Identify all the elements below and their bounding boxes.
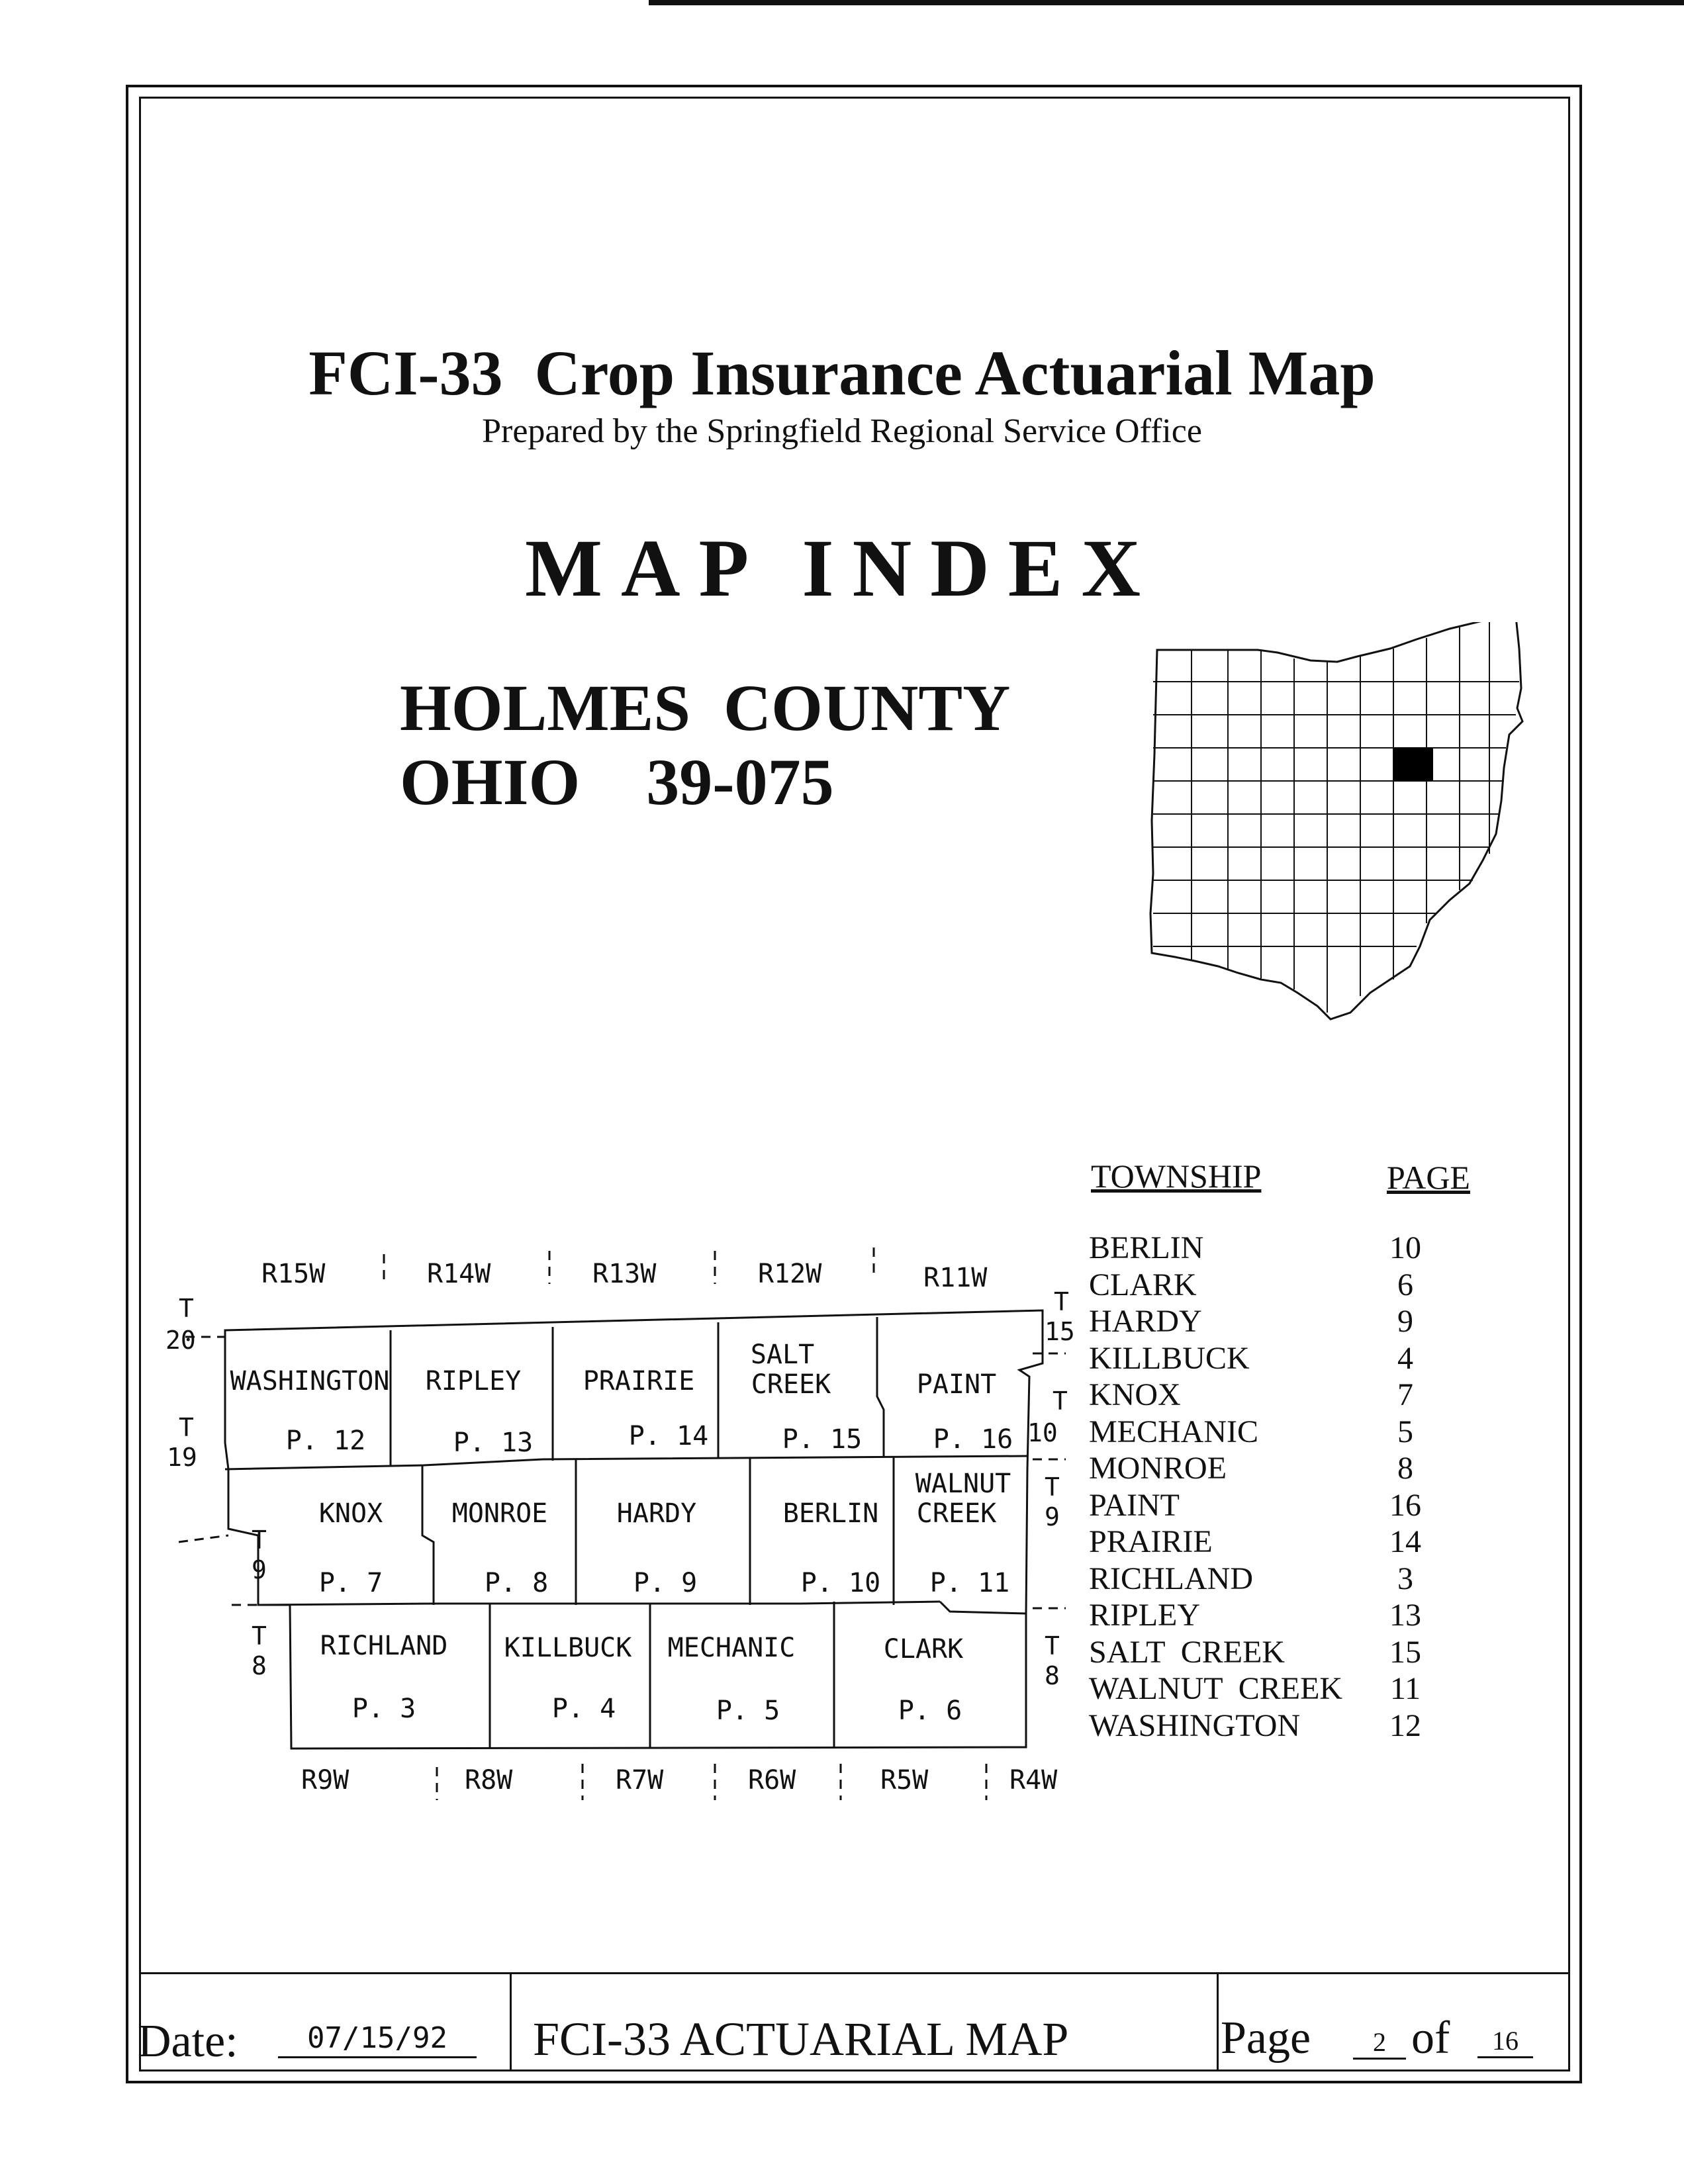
legend-township-name: MECHANIC xyxy=(1089,1414,1259,1449)
legend-header-township: TOWNSHIP xyxy=(1091,1158,1262,1195)
legend-township-name: WASHINGTON xyxy=(1089,1707,1301,1743)
ohio-locator-map xyxy=(1139,622,1536,1052)
legend-page-number: 3 xyxy=(1397,1561,1413,1596)
township-page: P. 12 xyxy=(285,1426,366,1456)
township-row-label: 20 xyxy=(165,1326,196,1355)
township-page: P. 9 xyxy=(633,1568,698,1598)
range-labels-bottom xyxy=(301,1765,1058,1796)
township-name: WASHINGTON xyxy=(230,1366,390,1396)
township-page: P. 10 xyxy=(800,1568,881,1598)
footer-divider xyxy=(139,1972,1570,1974)
township-page: P. 3 xyxy=(351,1694,416,1724)
township-name: BERLIN xyxy=(782,1498,879,1529)
legend-header-page: PAGE xyxy=(1387,1159,1470,1196)
township-name: WALNUT xyxy=(915,1469,1011,1499)
township-row-label: T xyxy=(179,1294,194,1323)
township-cells xyxy=(230,1340,1013,1726)
township-page: P. 13 xyxy=(453,1428,534,1458)
township-page: P. 7 xyxy=(318,1568,383,1598)
range-label: R6W xyxy=(748,1765,796,1796)
footer-map-title: FCI-33 ACTUARIAL MAP xyxy=(533,2013,1069,2066)
township-row-label: T xyxy=(252,1525,267,1555)
township-row-label: T xyxy=(1045,1631,1060,1661)
range-label: R12W xyxy=(758,1259,822,1289)
footer-divider xyxy=(1217,1974,1219,2071)
township-name: HARDY xyxy=(616,1498,697,1529)
township-row-label: T xyxy=(179,1413,194,1442)
legend-township-name: HARDY xyxy=(1089,1304,1202,1339)
holmes-county-highlight xyxy=(1393,748,1433,781)
township-name: MONROE xyxy=(451,1498,548,1529)
page-total: 16 xyxy=(1477,2025,1533,2058)
footer-divider xyxy=(510,1974,512,2071)
top-edge-line xyxy=(649,0,1684,5)
map-index-heading: MAP INDEX xyxy=(524,523,1160,614)
township-page: P. 16 xyxy=(933,1424,1013,1455)
township-name: PRAIRIE xyxy=(583,1366,695,1396)
township-name: KNOX xyxy=(318,1498,383,1529)
township-row-label: 9 xyxy=(252,1555,267,1584)
township-row-label: T xyxy=(1052,1387,1068,1416)
township-row-label: T xyxy=(1045,1473,1060,1502)
township-name: PAINT xyxy=(916,1369,997,1400)
township-page: P. 6 xyxy=(898,1696,962,1726)
legend-page-number: 16 xyxy=(1389,1487,1421,1523)
legend-township-name: RIPLEY xyxy=(1089,1598,1200,1633)
legend-township-name: SALT CREEK xyxy=(1089,1634,1286,1670)
range-label: R7W xyxy=(616,1765,664,1796)
range-label: R11W xyxy=(923,1263,988,1293)
legend-page-number: 5 xyxy=(1397,1414,1413,1449)
legend-page-number: 10 xyxy=(1389,1230,1421,1265)
township-row-label: T xyxy=(252,1621,267,1651)
legend-page-number: 8 xyxy=(1397,1451,1413,1486)
range-label: R15W xyxy=(261,1259,326,1289)
legend-page-number: 12 xyxy=(1389,1707,1421,1743)
township-name: CREEK xyxy=(751,1369,831,1400)
legend-township-name: BERLIN xyxy=(1089,1230,1204,1265)
township-row-label: 9 xyxy=(1045,1502,1060,1531)
legend-township-name: KNOX xyxy=(1089,1377,1181,1412)
page-number: 2 xyxy=(1353,2026,1406,2060)
county-name: HOLMES COUNTY xyxy=(400,671,1011,745)
legend-page-number: 7 xyxy=(1397,1377,1413,1412)
township-row-label: 8 xyxy=(1045,1661,1060,1690)
range-label: R8W xyxy=(465,1765,513,1796)
holmes-township-map xyxy=(159,1231,1086,1813)
legend-township-name: RICHLAND xyxy=(1089,1561,1253,1596)
page-label: Page xyxy=(1221,2013,1311,2064)
range-label: R4W xyxy=(1009,1765,1058,1796)
township-name: RICHLAND xyxy=(320,1631,448,1661)
township-row-label: 15 xyxy=(1045,1317,1075,1346)
legend-township-name: CLARK xyxy=(1089,1267,1197,1302)
date-label: Date: xyxy=(138,2016,238,2067)
range-label: R5W xyxy=(880,1765,929,1796)
township-row-label: T xyxy=(1054,1287,1069,1316)
legend-township-name: WALNUT CREEK xyxy=(1089,1671,1343,1706)
township-page: P. 5 xyxy=(716,1696,780,1726)
township-page: P. 15 xyxy=(782,1424,863,1455)
state-code: OHIO 39-075 xyxy=(400,745,834,819)
legend-page-number: 11 xyxy=(1389,1671,1421,1706)
township-name: CLARK xyxy=(883,1634,964,1664)
range-label: R9W xyxy=(301,1765,350,1796)
legend-township-name: PRAIRIE xyxy=(1089,1524,1213,1559)
map-subtitle: Prepared by the Springfield Regional Service Office xyxy=(482,412,1202,450)
township-name: MECHANIC xyxy=(667,1633,796,1663)
township-name: KILLBUCK xyxy=(504,1633,632,1663)
range-label: R14W xyxy=(427,1259,491,1289)
legend-page-number: 6 xyxy=(1397,1267,1413,1302)
township-page: P. 4 xyxy=(551,1694,616,1724)
township-page: P. 14 xyxy=(628,1421,709,1451)
legend-page-number: 4 xyxy=(1397,1340,1413,1376)
map-title: FCI-33 Crop Insurance Actuarial Map xyxy=(308,338,1376,408)
legend-page-number: 15 xyxy=(1389,1634,1421,1670)
date-value: 07/15/92 xyxy=(278,2021,477,2058)
township-row-label: 8 xyxy=(252,1651,267,1680)
range-labels-top xyxy=(261,1259,988,1293)
township-name: CREEK xyxy=(916,1498,997,1529)
township-row-label: 19 xyxy=(167,1443,197,1472)
township-row-label: 10 xyxy=(1027,1418,1058,1447)
township-page: P. 8 xyxy=(484,1568,549,1598)
township-name: RIPLEY xyxy=(425,1366,522,1396)
legend-township-name: PAINT xyxy=(1089,1487,1180,1523)
legend-page-number: 13 xyxy=(1389,1598,1421,1633)
legend-page-number: 14 xyxy=(1389,1524,1421,1559)
range-label: R13W xyxy=(592,1259,657,1289)
legend-township-name: MONROE xyxy=(1089,1451,1227,1486)
township-name: SALT xyxy=(750,1340,815,1370)
legend-township-name: KILLBUCK xyxy=(1089,1340,1250,1376)
township-page: P. 11 xyxy=(929,1568,1010,1598)
legend-page-number: 9 xyxy=(1397,1304,1413,1339)
of-label: of xyxy=(1411,2013,1450,2064)
ohio-county-grid xyxy=(1153,622,1519,1013)
